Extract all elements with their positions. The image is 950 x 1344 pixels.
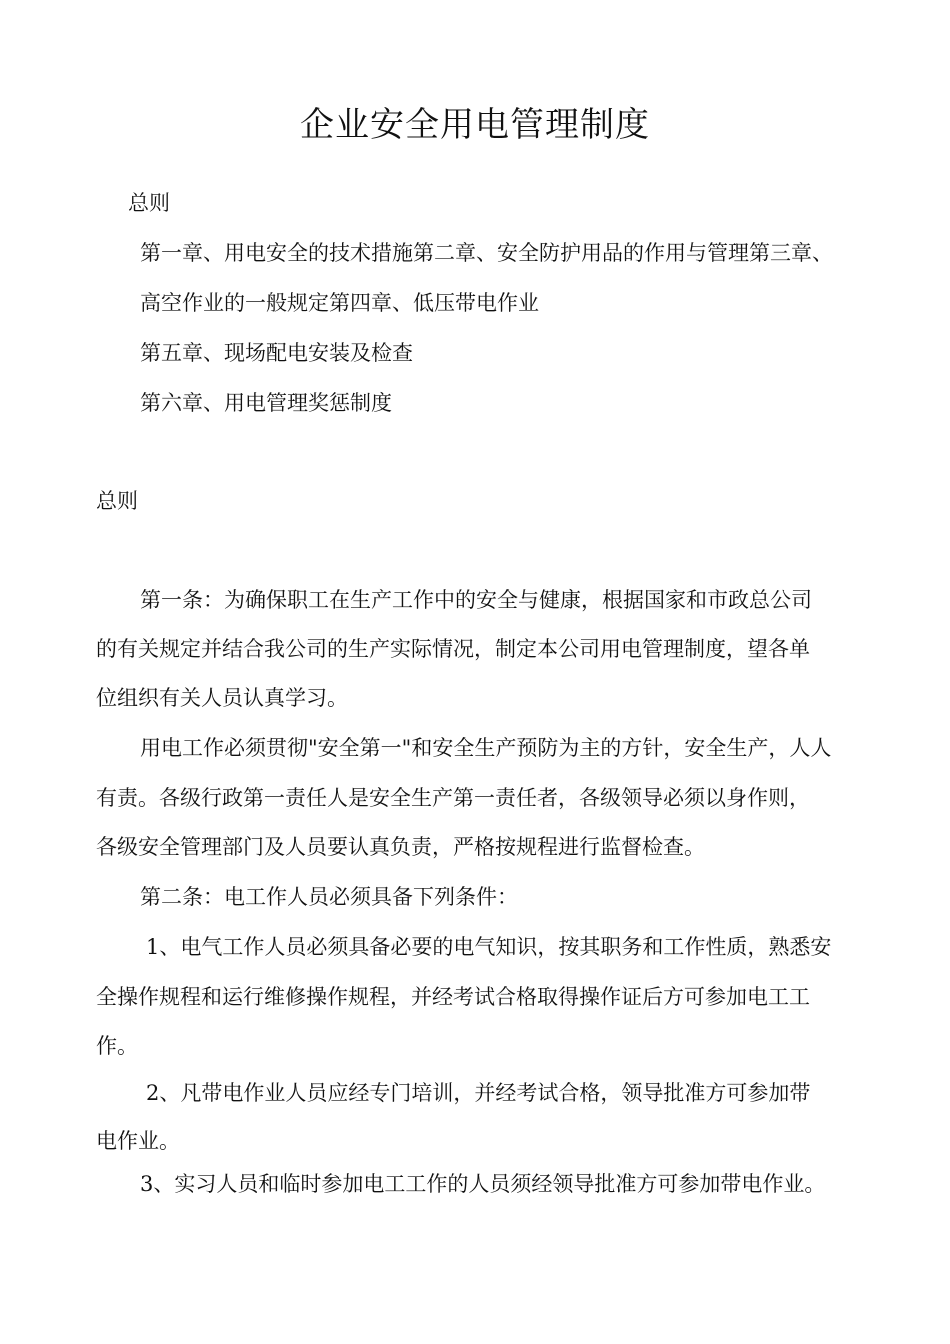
toc-line: 高空作业的一般规定第四章、低压带电作业 [140, 291, 539, 315]
body-line: 全操作规程和运行维修操作规程，并经考试合格取得操作证后方可参加电工工 [96, 985, 810, 1009]
toc-line: 第五章、现场配电安装及检查 [140, 341, 413, 365]
body-line: 电作业。 [96, 1129, 180, 1153]
document-title: 企业安全用电管理制度 [300, 105, 650, 145]
body-line: 第一条：为确保职工在生产工作中的安全与健康，根据国家和市政总公司 [140, 588, 812, 612]
section-heading: 总则 [96, 489, 138, 513]
body-line: 用电工作必须贯彻"安全第一"和安全生产预防为主的方针，安全生产，人人 [140, 736, 832, 760]
body-line: 位组织有关人员认真学习。 [96, 686, 348, 710]
body-line: 作。 [96, 1034, 138, 1058]
body-line: 2、凡带电作业人员应经专门培训，并经考试合格，领导批准方可参加带 [146, 1081, 811, 1105]
toc-line: 第六章、用电管理奖惩制度 [140, 391, 392, 415]
toc-line: 第一章、用电安全的技术措施第二章、安全防护用品的作用与管理第三章、 [140, 241, 833, 265]
body-line: 有责。各级行政第一责任人是安全生产第一责任者，各级领导必须以身作则， [96, 786, 810, 810]
body-line: 各级安全管理部门及人员要认真负责，严格按规程进行监督检查。 [96, 835, 705, 859]
toc-heading: 总则 [128, 191, 170, 215]
body-line: 的有关规定并结合我公司的生产实际情况，制定本公司用电管理制度，望各单 [96, 637, 810, 661]
body-line: 3、实习人员和临时参加电工工作的人员须经领导批准方可参加带电作业。 [140, 1172, 826, 1196]
body-line: 第二条：电工作人员必须具备下列条件： [140, 885, 518, 909]
body-line: 1、电气工作人员必须具备必要的电气知识，按其职务和工作性质，熟悉安 [146, 935, 832, 959]
